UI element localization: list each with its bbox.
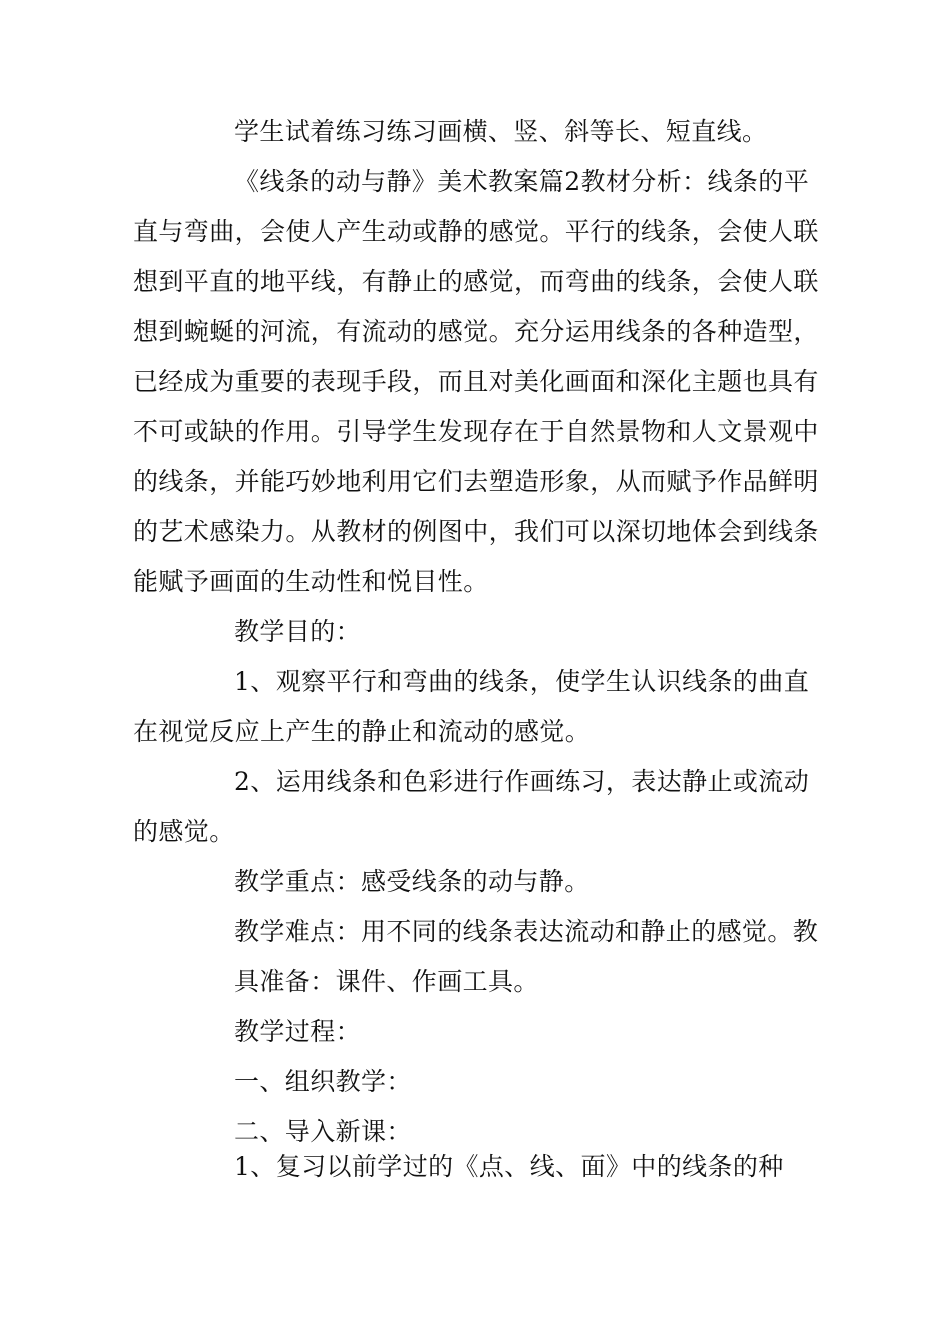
text-line: 学生试着练习练习画横、竖、斜等长、短直线。 [234,117,768,146]
text-line: 想到平直的地平线，有静止的感觉，而弯曲的线条，会使人联 [133,267,819,296]
text-line: 2、运用线条和色彩进行作画练习，表达静止或流动 [234,767,810,796]
text-line: 不可或缺的作用。引导学生发现存在于自然景物和人文景观中 [133,417,819,446]
text-line: 已经成为重要的表现手段，而且对美化画面和深化主题也具有 [133,367,819,396]
text-line: 直与弯曲，会使人产生动或静的感觉。平行的线条，会使人联 [133,217,819,246]
text-line: 1、复习以前学过的《点、线、面》中的线条的种 [234,1152,784,1181]
text-line: 具准备：课件、作画工具。 [234,967,539,996]
text-line: 能赋予画面的生动性和悦目性。 [133,567,489,596]
text-line: 教学难点：用不同的线条表达流动和静止的感觉。教 [234,917,819,946]
text-line: 《线条的动与静》美术教案篇2教材分析：线条的平 [234,167,810,196]
text-line: 的感觉。 [133,817,235,846]
text-line: 的艺术感染力。从教材的例图中，我们可以深切地体会到线条 [133,517,819,546]
text-line: 教学重点：感受线条的动与静。 [234,867,590,896]
text-line: 1、观察平行和弯曲的线条，使学生认识线条的曲直 [234,667,810,696]
text-line: 在视觉反应上产生的静止和流动的感觉。 [133,717,591,746]
section-heading: 一、组织教学： [234,1067,412,1096]
text-line: 想到蜿蜒的河流，有流动的感觉。充分运用线条的各种造型， [133,317,819,346]
section-heading: 教学过程： [234,1017,362,1046]
text-line: 的线条，并能巧妙地利用它们去塑造形象，从而赋予作品鲜明 [133,467,819,496]
section-heading: 教学目的： [234,617,362,646]
section-heading: 二、导入新课： [234,1117,412,1146]
